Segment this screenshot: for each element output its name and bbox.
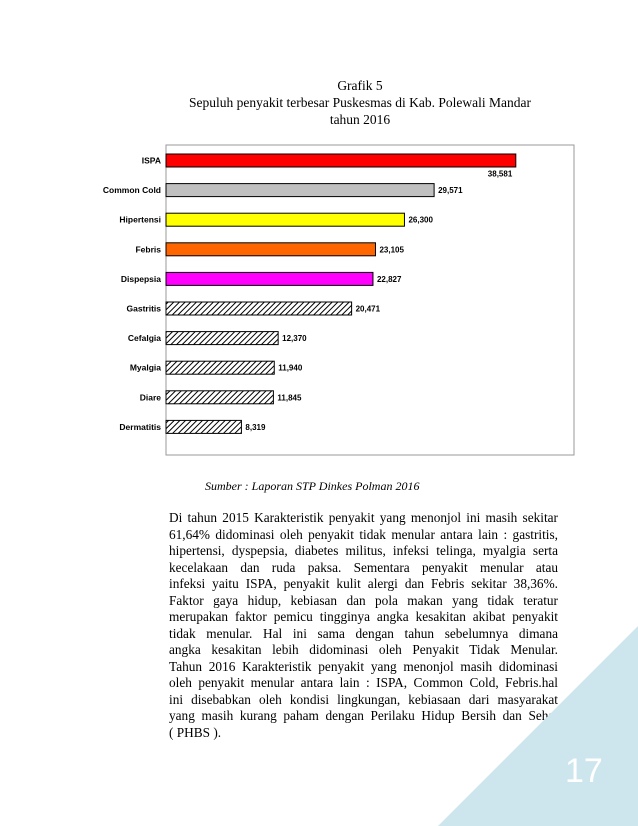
paragraph-line: Di tahun 2015 Karakteristik penyakit yang menonjol ini masih sekitar (169, 510, 558, 525)
source-note: Sumber : Laporan STP Dinkes Polman 2016 (205, 479, 420, 493)
value-label: 22,827 (376, 274, 402, 284)
category-label: Gastritis (126, 303, 161, 314)
paragraph-line: Faktor gaya hidup, kebiasan dan pola makan yang tidak teratur (169, 592, 558, 608)
bar (166, 154, 516, 167)
value-label: 20,471 (355, 304, 381, 314)
paragraph-line: yang masih kurang paham dengan Perilaku Hidup Bersih dan Sehat (169, 708, 558, 723)
bar (166, 361, 274, 374)
value-label: 23,105 (379, 245, 404, 255)
bar (166, 391, 273, 404)
bar (166, 213, 404, 226)
bar (166, 243, 375, 256)
category-label: Myalgia (129, 362, 161, 373)
category-label: Febris (135, 244, 161, 255)
category-label: Hipertensi (119, 214, 161, 225)
value-label: 26,300 (408, 215, 433, 225)
chart-label: Grafik 5 (337, 78, 383, 93)
paragraph-line: merupakan faktor pemicu tingginya angka kesakitan akibat penyakit (169, 609, 558, 624)
category-label: Diare (139, 392, 161, 403)
category-label: Cefalgia (127, 333, 161, 344)
category-label: Dermatitis (119, 421, 161, 432)
value-label: 11,845 (277, 393, 302, 403)
category-label: Common Cold (102, 185, 161, 196)
bar (166, 272, 373, 285)
value-label: 29,571 (438, 186, 463, 196)
chart-title-year: tahun 2016 (329, 112, 391, 127)
category-label: Dispepsia (120, 273, 161, 284)
bar (166, 420, 241, 433)
paragraph-line: kecelakaan dan ruda paksa. Sementara penyakit menular atau (169, 559, 558, 575)
paragraph-line: 61,64% didominasi oleh penyakit tidak menular antara lain : gastritis, (169, 526, 558, 542)
value-label: 11,940 (278, 363, 303, 373)
category-label: ISPA (141, 155, 161, 166)
bar (166, 184, 434, 197)
value-label: 12,370 (282, 334, 307, 344)
paragraph-line: Tahun 2016 Karakteristik penyakit yang menonjol masih didominasi (169, 658, 558, 674)
value-label: 38,581 (487, 169, 513, 179)
bar (166, 332, 278, 345)
corner-decoration (438, 626, 638, 826)
paragraph-line: tidak menular. Hal ini sama dengan tahun sebelumnya dimana (169, 625, 558, 641)
value-label: 8,319 (245, 422, 266, 432)
paragraph-line: oleh penyakit menular antara lain : ISPA, Common Cold, Febris.hal (169, 675, 558, 690)
paragraph-line: infeksi yaitu ISPA, penyakit kulit alergi dan Febris sekitar 38,36%. (169, 576, 558, 591)
page-number: 17 (565, 752, 603, 790)
chart-title: Sepuluh penyakit terbesar Puskesmas di Kab. Polewali Mandar (189, 95, 531, 110)
paragraph-line: hipertensi, dyspepsia, diabetes militus, infeksi telinga, myalgia serta (169, 543, 558, 558)
paragraph-line: angka kesakitan lebih didominasi oleh Penyakit Tidak Menular. (169, 642, 558, 657)
paragraph-line: ( PHBS ). (169, 724, 222, 740)
bar (166, 302, 352, 315)
paragraph-line: ini disebabkan oleh kondisi lingkungan, kebiasaan dari masyarakat (169, 691, 558, 707)
